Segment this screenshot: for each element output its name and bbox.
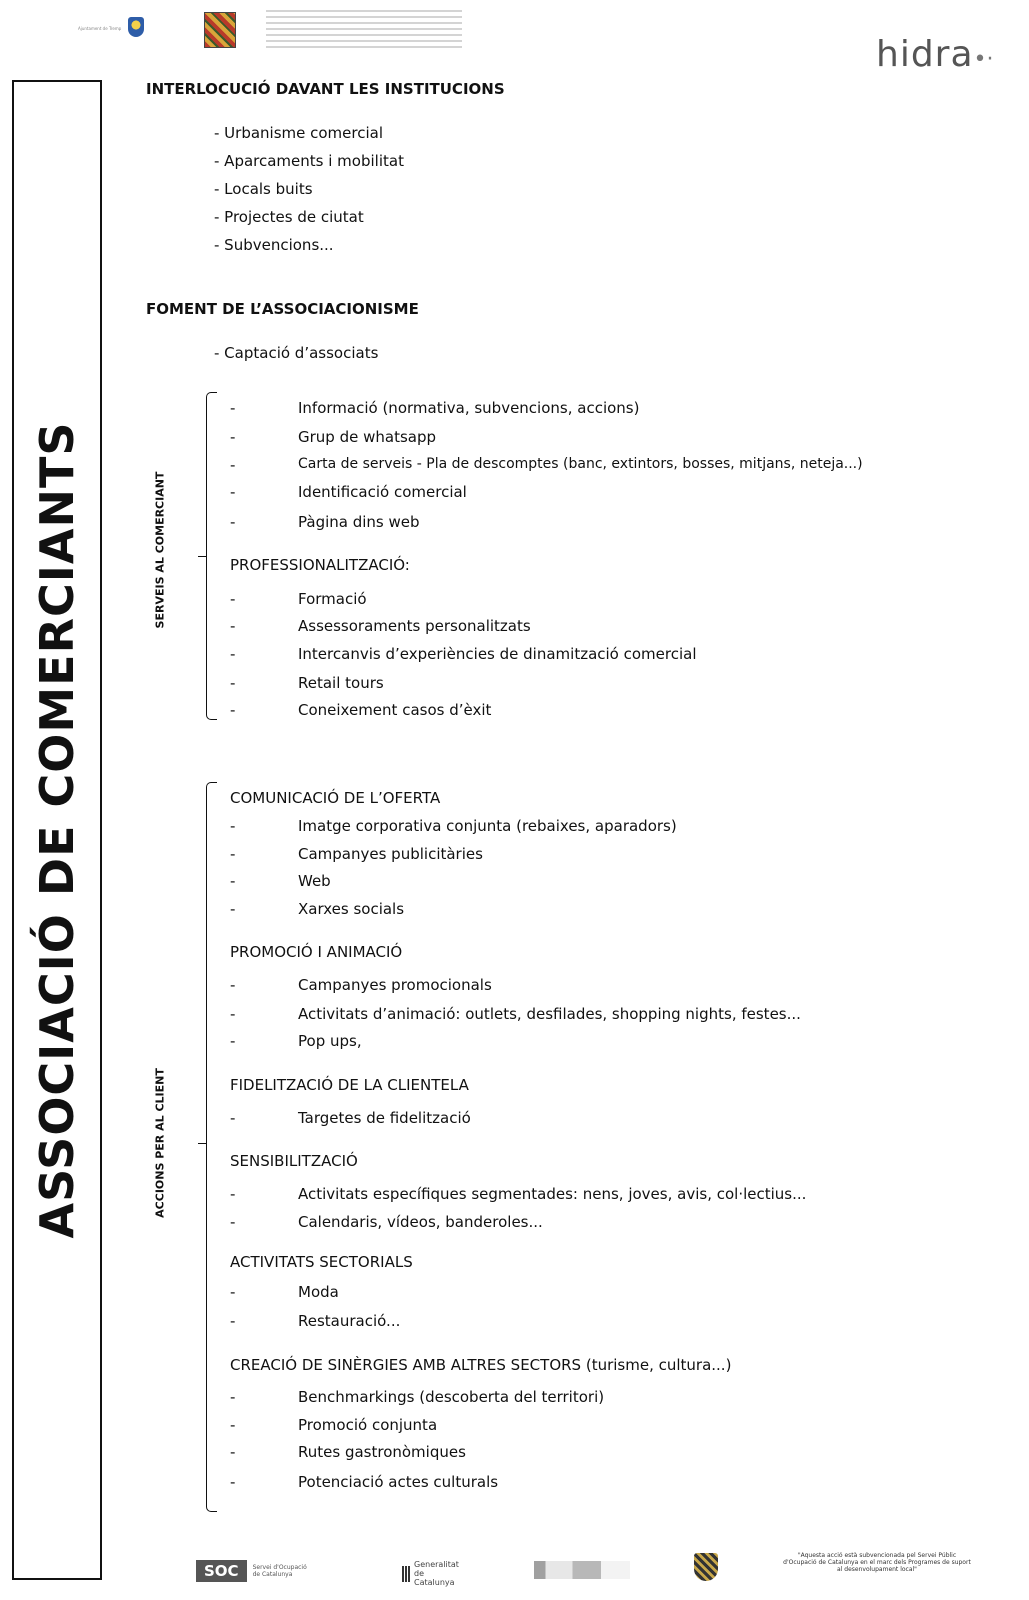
side-title-box bbox=[12, 80, 102, 1580]
bullet-dash: - bbox=[230, 513, 236, 531]
list-item: Benchmarkings (descoberta del territori) bbox=[298, 1388, 605, 1406]
list-item: Web bbox=[298, 872, 331, 890]
subsection-title: SENSIBILITZACIÓ bbox=[230, 1152, 358, 1170]
list-item: Campanyes promocionals bbox=[298, 976, 492, 994]
list-item: Potenciació actes culturals bbox=[298, 1473, 499, 1491]
bullet-dash: - bbox=[230, 845, 236, 863]
side-title: ASSOCIACIÓ DE COMERCIANTS bbox=[30, 421, 84, 1239]
list-item: Retail tours bbox=[298, 674, 384, 692]
bullet-dash: - bbox=[230, 590, 236, 608]
generalitat-logo-text: Generalitat de Catalunya bbox=[414, 1560, 459, 1587]
hidra-logo bbox=[876, 34, 994, 75]
subsection-title: CREACIÓ DE SINÈRGIES AMB ALTRES SECTORS (turisme, cultura...) bbox=[230, 1356, 732, 1374]
hidra-dots-icon: •· bbox=[973, 47, 994, 72]
bullet-dash: - bbox=[230, 645, 236, 663]
accions-vertical-label: ACCIONS PER AL CLIENT bbox=[153, 1068, 167, 1218]
bullet-dash: - bbox=[230, 1185, 236, 1203]
list-item: - Projectes de ciutat bbox=[214, 208, 364, 226]
list-item: Pàgina dins web bbox=[298, 513, 420, 531]
subsection-title: COMUNICACIÓ DE L’OFERTA bbox=[230, 789, 441, 807]
bullet-dash: - bbox=[230, 900, 236, 918]
hidra-wordmark: hidra bbox=[876, 34, 974, 75]
list-item: Intercanvis d’experiències de dinamització comercial bbox=[298, 645, 697, 663]
subsection-title-professionalitzacio: PROFESSIONALITZACIÓ: bbox=[230, 556, 410, 574]
list-item: Activitats específiques segmentades: nens, joves, avis, col·lectius... bbox=[298, 1185, 807, 1203]
bullet-dash: - bbox=[230, 428, 236, 446]
generalitat-icon bbox=[402, 1566, 410, 1582]
list-item: Coneixement casos d’èxit bbox=[298, 701, 492, 719]
generalitat-logo bbox=[402, 1560, 458, 1587]
list-item: Imatge corporativa conjunta (rebaixes, aparadors) bbox=[298, 817, 677, 835]
bullet-dash: - bbox=[230, 483, 236, 501]
bullet-dash: - bbox=[230, 1005, 236, 1023]
section-title-foment: FOMENT DE L’ASSOCIACIONISME bbox=[146, 300, 419, 318]
crest-footer-icon bbox=[694, 1553, 718, 1581]
list-item: Xarxes socials bbox=[298, 900, 405, 918]
list-item: Pop ups, bbox=[298, 1032, 362, 1050]
serveis-brace bbox=[206, 392, 217, 720]
bullet-dash: - bbox=[230, 1312, 236, 1330]
list-item: - Captació d’associats bbox=[214, 344, 379, 362]
bullet-dash: - bbox=[230, 1032, 236, 1050]
bullet-dash: - bbox=[230, 1283, 236, 1301]
list-item: Formació bbox=[298, 590, 367, 608]
bullet-dash: - bbox=[230, 674, 236, 692]
bullet-dash: - bbox=[230, 617, 236, 635]
bullet-dash: - bbox=[230, 701, 236, 719]
list-item: Restauració... bbox=[298, 1312, 401, 1330]
bullet-dash: - bbox=[230, 1109, 236, 1127]
list-item: Activitats d’animació: outlets, desfilades, shopping nights, festes... bbox=[298, 1005, 801, 1023]
list-item: Rutes gastronòmiques bbox=[298, 1443, 466, 1461]
bullet-dash: - bbox=[230, 1388, 236, 1406]
ministry-logo-icon bbox=[534, 1561, 630, 1579]
soc-logo-subtitle: Servei d'Ocupació de Catalunya bbox=[252, 1564, 307, 1578]
list-item: Calendaris, vídeos, banderoles... bbox=[298, 1213, 543, 1231]
list-item: - Subvencions... bbox=[214, 236, 334, 254]
serveis-brace-tip bbox=[198, 556, 206, 557]
bullet-dash: - bbox=[230, 872, 236, 890]
serveis-vertical-label: SERVEIS AL COMERCIANT bbox=[153, 471, 167, 629]
subsection-title: FIDELITZACIÓ DE LA CLIENTELA bbox=[230, 1076, 469, 1094]
soc-logo bbox=[196, 1560, 313, 1582]
list-item: Grup de whatsapp bbox=[298, 428, 437, 446]
list-item: Targetes de fidelització bbox=[298, 1109, 471, 1127]
list-item: - Locals buits bbox=[214, 180, 313, 198]
bullet-dash: - bbox=[230, 976, 236, 994]
list-item: - Aparcaments i mobilitat bbox=[214, 152, 404, 170]
soc-logo-mark: SOC bbox=[196, 1560, 247, 1582]
accions-brace-tip bbox=[198, 1143, 206, 1144]
list-item: Campanyes publicitàries bbox=[298, 845, 483, 863]
list-item: Promoció conjunta bbox=[298, 1416, 438, 1434]
list-item: Assessoraments personalitzats bbox=[298, 617, 531, 635]
bullet-dash: - bbox=[230, 1416, 236, 1434]
subsection-title: ACTIVITATS SECTORIALS bbox=[230, 1253, 413, 1271]
accions-brace bbox=[206, 782, 217, 1512]
list-item: Moda bbox=[298, 1283, 339, 1301]
bullet-dash: - bbox=[230, 1443, 236, 1461]
list-item: Informació (normativa, subvencions, accions) bbox=[298, 399, 640, 417]
bullet-dash: - bbox=[230, 1473, 236, 1491]
bullet-dash: - bbox=[230, 399, 236, 417]
list-item: - Urbanisme comercial bbox=[214, 124, 384, 142]
list-item: Carta de serveis - Pla de descomptes (banc, extintors, bosses, mitjans, neteja...) bbox=[298, 456, 863, 472]
ajuntament-crest-icon bbox=[128, 17, 144, 37]
subsection-title: PROMOCIÓ I ANIMACIÓ bbox=[230, 943, 403, 961]
bullet-dash: - bbox=[230, 1213, 236, 1231]
section-title-interlocucio: INTERLOCUCIÓ DAVANT LES INSTITUCIONS bbox=[146, 80, 505, 98]
ajuntament-logo-text: Ajuntament de Tremp bbox=[78, 26, 122, 31]
municipal-crest-icon bbox=[204, 12, 236, 48]
list-item: Identificació comercial bbox=[298, 483, 467, 501]
bullet-dash: - bbox=[230, 456, 236, 474]
bullet-dash: - bbox=[230, 817, 236, 835]
header-small-print bbox=[266, 10, 462, 52]
footer-subsidy-note: "Aquesta acció està subvencionada pel Servei Públic d'Ocupació de Catalunya en el marc dels Programes de suport al desenvolupament local" bbox=[783, 1552, 971, 1573]
